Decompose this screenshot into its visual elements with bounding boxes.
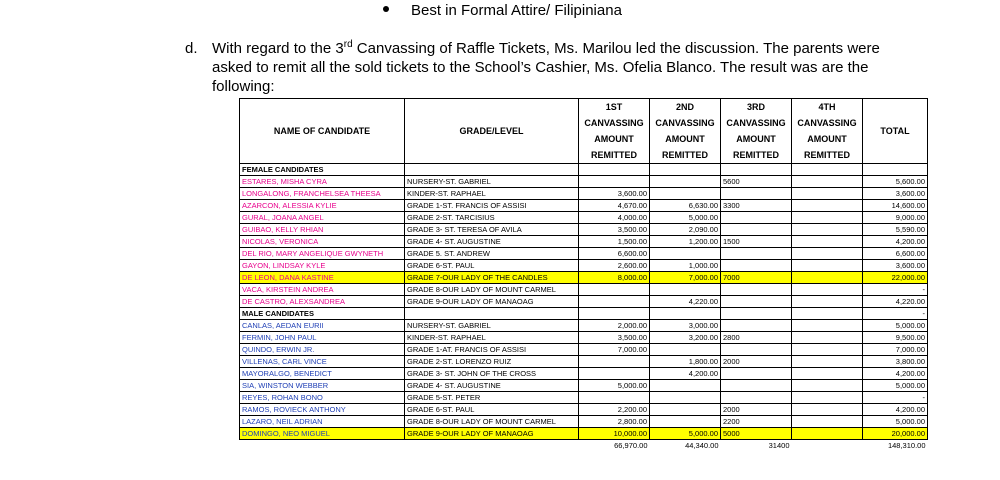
cell-name: QUINDO, ERWIN JR. <box>240 344 405 356</box>
cell-c3: 3300 <box>721 200 792 212</box>
cell-c1 <box>579 368 650 380</box>
male-section-total: - <box>863 308 928 320</box>
cell-total: 9,000.00 <box>863 212 928 224</box>
cell-grade: GRADE 3- ST. JOHN OF THE CROSS <box>405 368 579 380</box>
cell-c4 <box>792 200 863 212</box>
table-row <box>240 404 928 416</box>
cell-grade: NURSERY-ST. GABRIEL <box>405 176 579 188</box>
bullet-item-text: Best in Formal Attire/ Filipiniana <box>411 2 622 19</box>
cell-grade: GRADE 3- ST. TERESA OF AVILA <box>405 224 579 236</box>
cell-c2 <box>650 404 721 416</box>
table-row <box>240 296 928 308</box>
totals-row <box>240 440 928 452</box>
cell-c4 <box>792 404 863 416</box>
cell-name: DE CASTRO, ALEXSANDREA <box>240 296 405 308</box>
cell-c4 <box>792 332 863 344</box>
cell-c4 <box>792 344 863 356</box>
cell-c4 <box>792 320 863 332</box>
cell-c1: 8,000.00 <box>579 272 650 284</box>
cell-c4 <box>792 212 863 224</box>
cell-c3 <box>721 368 792 380</box>
cell-name: REYES, ROHAN BONO <box>240 392 405 404</box>
header-name: NAME OF CANDIDATE <box>240 99 405 164</box>
cell-c2: 6,630.00 <box>650 200 721 212</box>
cell-c3 <box>721 344 792 356</box>
cell-c3: 2000 <box>721 404 792 416</box>
cell-total: 3,600.00 <box>863 188 928 200</box>
cell-c1 <box>579 392 650 404</box>
cell-name: GAYON, LINDSAY KYLE <box>240 260 405 272</box>
cell-grade: GRADE 6-ST. PAUL <box>405 260 579 272</box>
cell-c3 <box>721 260 792 272</box>
cell-c1: 1,500.00 <box>579 236 650 248</box>
table-row <box>240 212 928 224</box>
cell-c1 <box>579 284 650 296</box>
cell-c2 <box>650 284 721 296</box>
cell-name: VACA, KIRSTEIN ANDREA <box>240 284 405 296</box>
cell-name: SIA, WINSTON WEBBER <box>240 380 405 392</box>
cell-name: AZARCON, ALESSIA KYLIE <box>240 200 405 212</box>
table-row <box>240 368 928 380</box>
total-c2: 44,340.00 <box>685 440 719 450</box>
cell-c3: 5000 <box>721 428 792 440</box>
cell-c1: 2,200.00 <box>579 404 650 416</box>
table-header-row <box>240 99 928 164</box>
cell-c3 <box>721 248 792 260</box>
cell-c4 <box>792 392 863 404</box>
cell-grade: GRADE 8-OUR LADY OF MOUNT CARMEL <box>405 416 579 428</box>
table-row <box>240 176 928 188</box>
cell-c1: 3,500.00 <box>579 332 650 344</box>
cell-c4 <box>792 428 863 440</box>
cell-total: 3,600.00 <box>863 260 928 272</box>
table-row <box>240 248 928 260</box>
cell-total: 7,000.00 <box>863 344 928 356</box>
cell-c4 <box>792 176 863 188</box>
section-row-female <box>240 164 928 176</box>
cell-c2: 3,000.00 <box>650 320 721 332</box>
cell-name: FERMIN, JOHN PAUL <box>240 332 405 344</box>
cell-c1 <box>579 356 650 368</box>
cell-c1 <box>579 176 650 188</box>
cell-grade: GRADE 5. ST. ANDREW <box>405 248 579 260</box>
cell-c1: 10,000.00 <box>579 428 650 440</box>
table-row <box>240 320 928 332</box>
cell-total: 5,600.00 <box>863 176 928 188</box>
raffle-canvass-table <box>239 98 928 451</box>
table-row <box>240 380 928 392</box>
table-row <box>240 272 928 284</box>
cell-c2: 5,000.00 <box>650 428 721 440</box>
cell-c4 <box>792 380 863 392</box>
cell-name: DE LEON, DANA KASTINE <box>240 272 405 284</box>
table-row <box>240 284 928 296</box>
cell-c2: 1,800.00 <box>650 356 721 368</box>
cell-total: 6,600.00 <box>863 248 928 260</box>
female-section-label: FEMALE CANDIDATES <box>240 164 405 176</box>
cell-grade: GRADE 7-OUR LADY OF THE CANDLES <box>405 272 579 284</box>
cell-total: 5,000.00 <box>863 416 928 428</box>
table-row <box>240 260 928 272</box>
cell-name: MAYORALGO, BENEDICT <box>240 368 405 380</box>
cell-grade: GRADE 1-AT. FRANCIS OF ASSISI <box>405 344 579 356</box>
cell-total: 22,000.00 <box>863 272 928 284</box>
cell-c4 <box>792 272 863 284</box>
total-grand: 148,310.00 <box>887 440 926 450</box>
header-canvass-4: 4TH CANVASSING AMOUNT REMITTED <box>792 99 863 164</box>
cell-c2 <box>650 416 721 428</box>
cell-grade: GRADE 2-ST. LORENZO RUIZ <box>405 356 579 368</box>
cell-name: ESTARES, MISHA CYRA <box>240 176 405 188</box>
cell-c3: 7000 <box>721 272 792 284</box>
cell-c1: 4,670.00 <box>579 200 650 212</box>
paragraph-letter: d. <box>185 40 198 57</box>
cell-grade: KINDER-ST. RAPHAEL <box>405 188 579 200</box>
cell-total: 4,200.00 <box>863 368 928 380</box>
cell-c2: 5,000.00 <box>650 212 721 224</box>
cell-c4 <box>792 236 863 248</box>
cell-c2: 4,200.00 <box>650 368 721 380</box>
paragraph-text: With regard to the 3rd Canvassing of Raffle Tickets, Ms. Marilou led the discussion. The parents were asked to remit all the sold tickets to the School’s Cashier, Ms. Ofelia Blanco. The result was are the following: <box>212 39 880 95</box>
cell-c1: 5,000.00 <box>579 380 650 392</box>
table-row <box>240 224 928 236</box>
cell-grade: GRADE 2-ST. TARCISIUS <box>405 212 579 224</box>
cell-c1: 2,800.00 <box>579 416 650 428</box>
cell-c3: 2200 <box>721 416 792 428</box>
cell-total: 4,200.00 <box>863 236 928 248</box>
cell-total: - <box>863 284 928 296</box>
cell-c4 <box>792 296 863 308</box>
cell-c4 <box>792 284 863 296</box>
table-row <box>240 392 928 404</box>
cell-c3 <box>721 392 792 404</box>
cell-grade: GRADE 9-OUR LADY OF MANAOAG <box>405 296 579 308</box>
cell-c3 <box>721 296 792 308</box>
cell-c4 <box>792 416 863 428</box>
cell-total: 5,000.00 <box>863 380 928 392</box>
total-c1: 66,970.00 <box>614 440 648 450</box>
table-row <box>240 428 928 440</box>
cell-c2 <box>650 188 721 200</box>
cell-c3: 5600 <box>721 176 792 188</box>
cell-grade: GRADE 5-ST. PETER <box>405 392 579 404</box>
cell-name: GUIBAO, KELLY RHIAN <box>240 224 405 236</box>
cell-name: NICOLAS, VERONICA <box>240 236 405 248</box>
cell-c2: 7,000.00 <box>650 272 721 284</box>
header-canvass-3: 3RD CANVASSING AMOUNT REMITTED <box>721 99 792 164</box>
cell-total: 4,200.00 <box>863 404 928 416</box>
cell-c3: 2800 <box>721 332 792 344</box>
bullet-dot-icon <box>383 6 389 12</box>
cell-c3 <box>721 320 792 332</box>
header-canvass-2: 2ND CANVASSING AMOUNT REMITTED <box>650 99 721 164</box>
cell-grade: NURSERY-ST. GABRIEL <box>405 320 579 332</box>
cell-grade: GRADE 9-OUR LADY OF MANAOAG <box>405 428 579 440</box>
cell-name: DEL RIO, MARY ANGELIQUE GWYNETH <box>240 248 405 260</box>
section-row-male <box>240 308 928 320</box>
cell-c3 <box>721 284 792 296</box>
cell-c4 <box>792 260 863 272</box>
cell-c3: 2000 <box>721 356 792 368</box>
cell-c2 <box>650 344 721 356</box>
cell-total: 5,000.00 <box>863 320 928 332</box>
cell-grade: GRADE 4- ST. AUGUSTINE <box>405 380 579 392</box>
cell-c1: 3,500.00 <box>579 224 650 236</box>
table-row <box>240 344 928 356</box>
header-grade: GRADE/LEVEL <box>405 99 579 164</box>
header-canvass-1: 1ST CANVASSING AMOUNT REMITTED <box>579 99 650 164</box>
cell-c2: 2,090.00 <box>650 224 721 236</box>
cell-c2 <box>650 248 721 260</box>
cell-c3: 1500 <box>721 236 792 248</box>
total-c4 <box>792 440 863 452</box>
cell-c3 <box>721 212 792 224</box>
total-c3: 31400 <box>768 440 790 450</box>
table-row <box>240 416 928 428</box>
bullet-item <box>383 2 622 19</box>
cell-name: RAMOS, ROVIECK ANTHONY <box>240 404 405 416</box>
cell-name: DOMINGO, NEO MIGUEL <box>240 428 405 440</box>
cell-c3 <box>721 224 792 236</box>
cell-c4 <box>792 356 863 368</box>
cell-grade: GRADE 1-ST. FRANCIS OF ASSISI <box>405 200 579 212</box>
cell-c1 <box>579 296 650 308</box>
cell-name: CANLAS, AEDAN EURII <box>240 320 405 332</box>
cell-grade: GRADE 6-ST. PAUL <box>405 404 579 416</box>
cell-total: 9,500.00 <box>863 332 928 344</box>
cell-c2 <box>650 392 721 404</box>
cell-c4 <box>792 188 863 200</box>
cell-name: VILLENAS, CARL VINCE <box>240 356 405 368</box>
cell-c4 <box>792 224 863 236</box>
cell-c4 <box>792 368 863 380</box>
cell-total: - <box>863 392 928 404</box>
table-row <box>240 236 928 248</box>
cell-c2: 1,000.00 <box>650 260 721 272</box>
cell-name: LONGALONG, FRANCHELSEA THEESA <box>240 188 405 200</box>
cell-c4 <box>792 248 863 260</box>
cell-name: GURAL, JOANA ANGEL <box>240 212 405 224</box>
cell-c1: 4,000.00 <box>579 212 650 224</box>
cell-name: LAZARO, NEIL ADRIAN <box>240 416 405 428</box>
cell-grade: GRADE 8-OUR LADY OF MOUNT CARMEL <box>405 284 579 296</box>
table-row <box>240 356 928 368</box>
male-section-label: MALE CANDIDATES <box>240 308 405 320</box>
cell-c2 <box>650 176 721 188</box>
cell-c2: 3,200.00 <box>650 332 721 344</box>
cell-total: 20,000.00 <box>863 428 928 440</box>
cell-c3 <box>721 380 792 392</box>
paragraph-d <box>185 39 905 96</box>
cell-total: 4,220.00 <box>863 296 928 308</box>
cell-grade: GRADE 4- ST. AUGUSTINE <box>405 236 579 248</box>
cell-grade: KINDER-ST. RAPHAEL <box>405 332 579 344</box>
table-row <box>240 332 928 344</box>
header-total: TOTAL <box>863 99 928 164</box>
cell-total: 14,600.00 <box>863 200 928 212</box>
cell-c1: 6,600.00 <box>579 248 650 260</box>
cell-c1: 3,600.00 <box>579 188 650 200</box>
cell-c2 <box>650 380 721 392</box>
cell-total: 3,800.00 <box>863 356 928 368</box>
cell-c2: 4,220.00 <box>650 296 721 308</box>
cell-total: 5,590.00 <box>863 224 928 236</box>
cell-c2: 1,200.00 <box>650 236 721 248</box>
table-row <box>240 200 928 212</box>
cell-c1: 2,000.00 <box>579 320 650 332</box>
cell-c1: 2,600.00 <box>579 260 650 272</box>
table-row <box>240 188 928 200</box>
cell-c1: 7,000.00 <box>579 344 650 356</box>
cell-c3 <box>721 188 792 200</box>
